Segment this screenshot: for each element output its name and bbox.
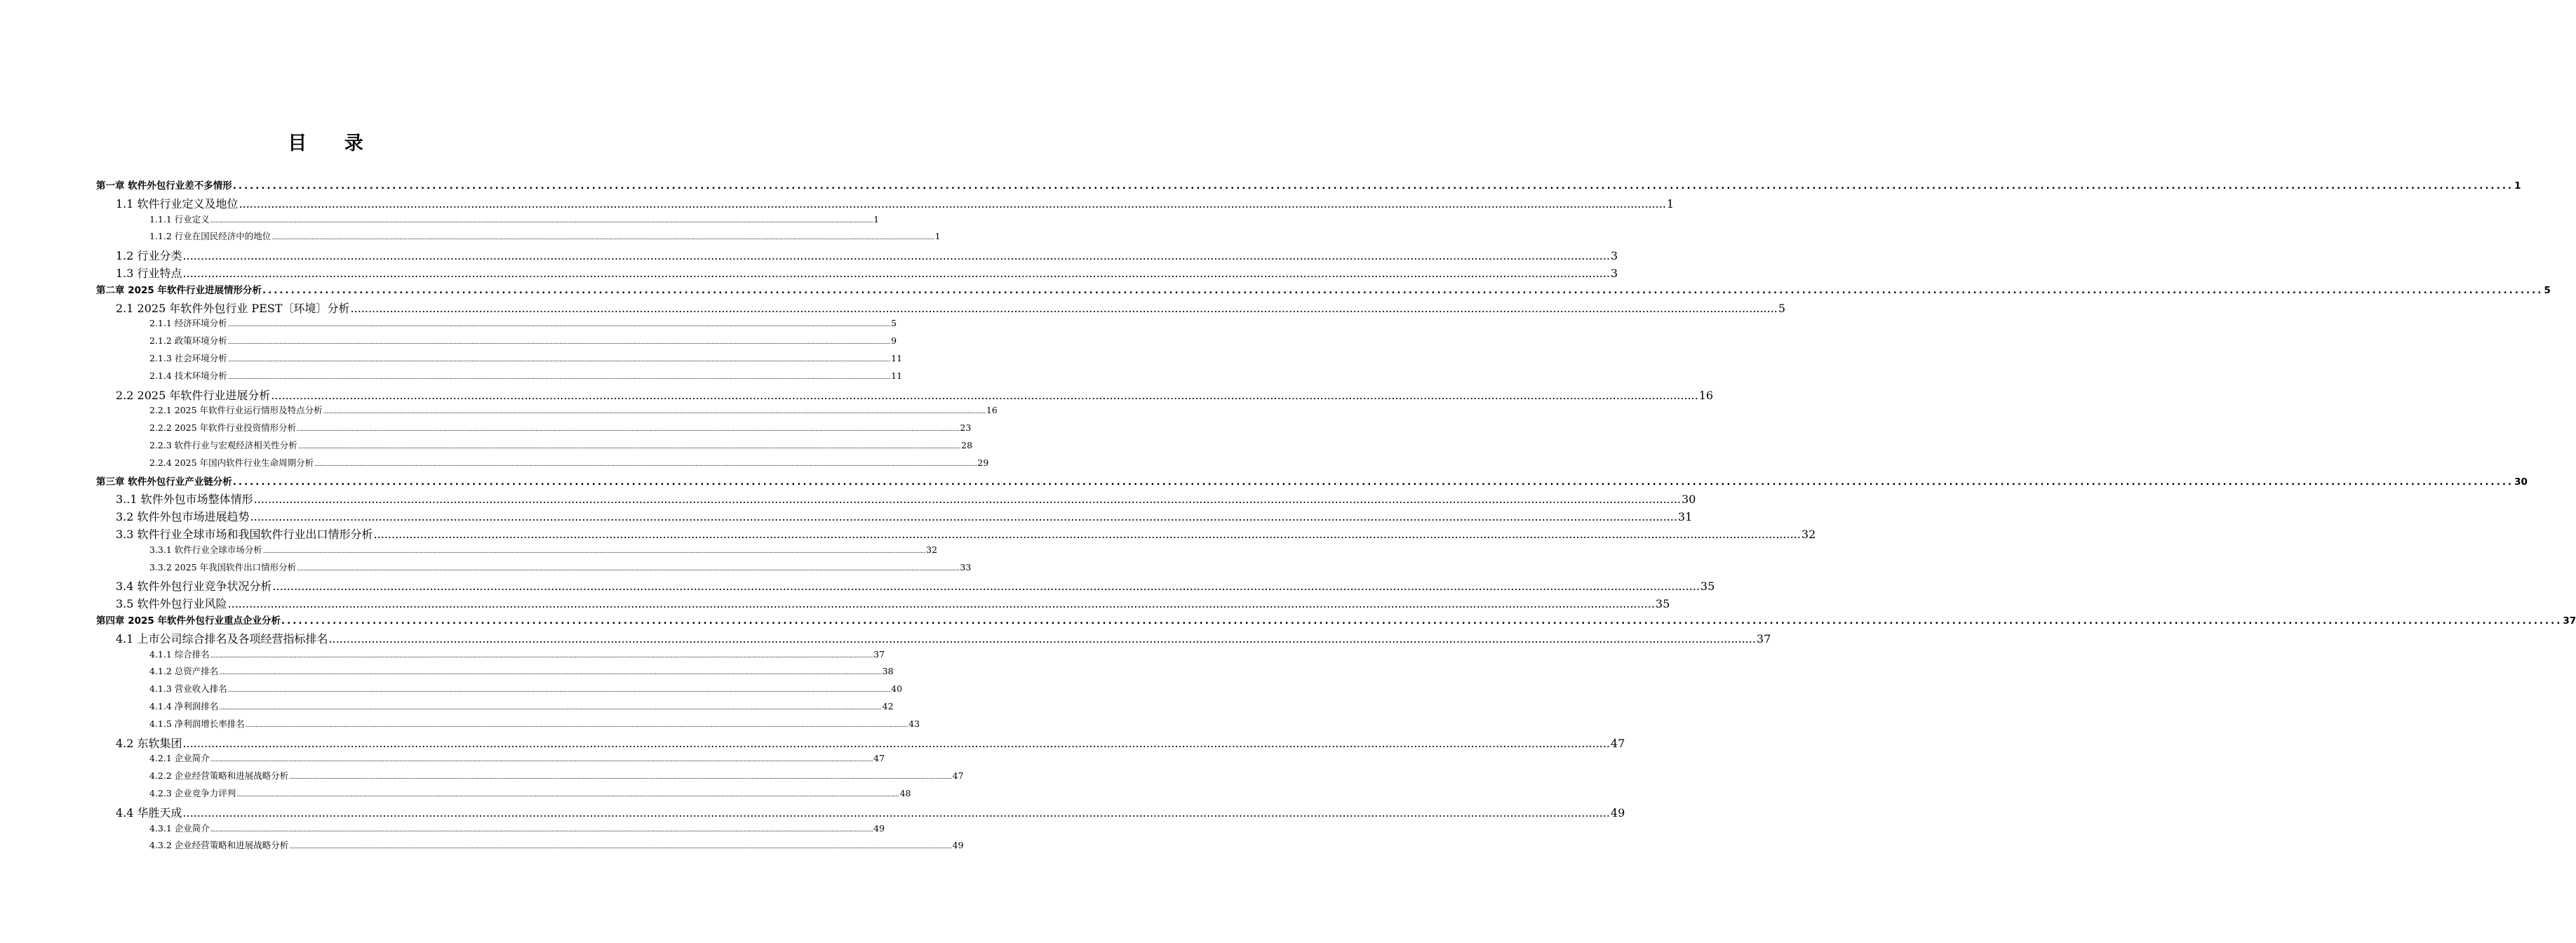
toc-leader-dots: ................................................................................................................................................................................................................................................................................................................................................................................................................ <box>210 652 873 660</box>
toc-leader-dots: ................................................................................................................................................................................................................................................................................................................................................................................................................ <box>232 476 2514 488</box>
toc-entry-page-number: 37 <box>1756 631 1771 646</box>
toc-entry-label: 1.1 软件行业定义及地位 <box>116 196 239 210</box>
toc-entry-label: 4.2.3 企业竞争力评判 <box>149 788 236 798</box>
toc-leader-dots: ................................................................................................................................................................................................................................................................................................................................................................................................................ <box>182 805 1610 820</box>
toc-leader-dots: ................................................................................................................................................................................................................................................................................................................................................................................................................ <box>227 373 891 381</box>
toc-leader-dots: ................................................................................................................................................................................................................................................................................................................................................................................................................ <box>373 528 1801 541</box>
toc-entry-label: 3.4 软件外包行业竞争状况分析 <box>116 580 272 594</box>
toc-entry-page-number: 42 <box>882 701 894 711</box>
toc-leader-dots: ................................................................................................................................................................................................................................................................................................................................................................................................................ <box>182 736 1610 750</box>
toc-entry-label: 第二章 2025 年软件行业进展情形分析 <box>96 284 262 296</box>
toc-entry-label: 3.3 软件行业全球市场和我国软件行业出口情形分析 <box>116 528 373 541</box>
toc-entry[interactable] <box>116 508 1693 524</box>
toc-entry-page-number: 16 <box>1698 388 1714 402</box>
toc-entry[interactable] <box>96 282 2551 296</box>
toc-entry-label: 3.5 软件外包行业风险 <box>116 597 227 611</box>
toc-leader-dots: ................................................................................................................................................................................................................................................................................................................................................................................................................ <box>227 339 891 347</box>
toc-entry-page-number: 1 <box>1666 196 1675 210</box>
toc-entry[interactable] <box>149 682 903 695</box>
toc-entry[interactable] <box>149 561 972 573</box>
toc-leader-dots: ................................................................................................................................................................................................................................................................................................................................................................................................................ <box>297 426 960 434</box>
toc-entry-label: 4.1.5 净利润增长率排名 <box>149 718 245 729</box>
toc-entry-page-number: 48 <box>899 788 911 798</box>
toc-leader-dots: ................................................................................................................................................................................................................................................................................................................................................................................................................ <box>182 249 1610 263</box>
toc-entry[interactable] <box>149 751 885 764</box>
toc-entry-label: 4.3.2 企业经营策略和进展战略分析 <box>149 840 289 851</box>
toc-entry-page-number: 47 <box>952 770 964 782</box>
toc-entry[interactable] <box>116 490 1696 507</box>
toc-entry-page-number: 37 <box>2563 615 2576 627</box>
toc-leader-dots: ................................................................................................................................................................................................................................................................................................................................................................................................................ <box>232 180 2514 192</box>
toc-entry-page-number: 11 <box>891 370 903 381</box>
toc-entry[interactable] <box>116 300 1786 316</box>
toc-entry[interactable] <box>149 822 885 834</box>
toc-leader-dots: ................................................................................................................................................................................................................................................................................................................................................................................................................ <box>297 443 961 450</box>
toc-leader-dots: ................................................................................................................................................................................................................................................................................................................................................................................................................ <box>253 493 1681 507</box>
toc-entry-page-number: 49 <box>873 822 885 834</box>
toc-entry[interactable] <box>149 838 964 851</box>
toc-leader-dots: ................................................................................................................................................................................................................................................................................................................................................................................................................ <box>210 217 873 225</box>
toc-entry-label: 4.1.4 净利润排名 <box>149 701 219 711</box>
toc-entry-page-number: 9 <box>891 335 897 347</box>
toc-entry-label: 4.1 上市公司综合排名及各项经营指标排名 <box>116 631 328 646</box>
toc-entry[interactable] <box>149 369 903 382</box>
toc-leader-dots: ................................................................................................................................................................................................................................................................................................................................................................................................................ <box>272 580 1700 594</box>
toc-leader-dots: ................................................................................................................................................................................................................................................................................................................................................................................................................ <box>245 721 908 729</box>
toc-entry-page-number: 32 <box>1801 528 1816 541</box>
toc-entry-page-number: 49 <box>952 840 964 851</box>
toc-entry-label: 2.1.3 社会环境分析 <box>149 353 227 363</box>
toc-entry[interactable] <box>149 421 972 434</box>
toc-leader-dots: ................................................................................................................................................................................................................................................................................................................................................................................................................ <box>289 843 952 851</box>
toc-entry-page-number: 3 <box>1610 267 1618 280</box>
toc-entry-label: 2.2.4 2025 年国内软件行业生命周期分析 <box>149 457 314 468</box>
toc-entry-page-number: 11 <box>891 353 903 363</box>
toc-entry[interactable] <box>149 439 973 451</box>
toc-entry-label: 3.3.2 2025 年我国软件出口情形分析 <box>149 561 297 573</box>
toc-entry-label: 4.1.1 综合排名 <box>149 648 210 660</box>
toc-leader-dots: ................................................................................................................................................................................................................................................................................................................................................................................................................ <box>227 321 891 329</box>
toc-entry[interactable] <box>116 630 1771 646</box>
toc-leader-dots: ................................................................................................................................................................................................................................................................................................................................................................................................................ <box>182 267 1610 280</box>
toc-entry-label: 4.3.1 企业简介 <box>149 822 210 834</box>
toc-leader-dots: ................................................................................................................................................................................................................................................................................................................................................................................................................ <box>262 547 926 555</box>
toc-entry-label: 1.3 行业特点 <box>116 267 182 280</box>
toc-entry[interactable] <box>149 352 903 364</box>
toc-entry-label: 第三章 软件外包行业产业链分析 <box>96 476 232 488</box>
toc-entry[interactable] <box>149 229 941 242</box>
toc-entry-label: 4.1.3 营业收入排名 <box>149 683 227 695</box>
toc-entry-label: 1.1.1 行业定义 <box>149 213 210 225</box>
toc-entry[interactable] <box>149 648 885 660</box>
toc-entry-page-number: 29 <box>977 457 989 468</box>
toc-entry-page-number: 47 <box>873 753 885 764</box>
toc-leader-dots: ................................................................................................................................................................................................................................................................................................................................................................................................................ <box>210 826 873 834</box>
toc-entry-page-number: 38 <box>882 666 894 677</box>
toc-entry[interactable] <box>149 403 998 416</box>
toc-entry[interactable] <box>149 334 897 347</box>
toc-entry-label: 4.2.2 企业经营策略和进展战略分析 <box>149 770 289 782</box>
toc-leader-dots: ................................................................................................................................................................................................................................................................................................................................................................................................................ <box>323 408 986 416</box>
toc-entry[interactable] <box>149 717 920 730</box>
toc-entry-label: 第四章 2025 年软件外包行业重点企业分析 <box>96 615 281 627</box>
toc-entry[interactable] <box>116 195 1675 211</box>
toc-leader-dots: ................................................................................................................................................................................................................................................................................................................................................................................................................ <box>239 196 1666 210</box>
toc-entry-page-number: 5 <box>1778 301 1786 315</box>
toc-leader-dots: ................................................................................................................................................................................................................................................................................................................................................................................................................ <box>262 284 2544 296</box>
toc-leader-dots: ................................................................................................................................................................................................................................................................................................................................................................................................................ <box>328 631 1756 646</box>
toc-entry[interactable] <box>116 247 1618 263</box>
toc-entry[interactable] <box>149 213 880 225</box>
toc-entry[interactable] <box>149 700 894 712</box>
toc-entry[interactable] <box>149 769 964 782</box>
toc-leader-dots: ................................................................................................................................................................................................................................................................................................................................................................................................................ <box>219 669 882 677</box>
toc-entry-page-number: 5 <box>2544 284 2551 296</box>
toc-entry[interactable] <box>116 265 1618 281</box>
toc-entry[interactable] <box>149 664 894 677</box>
toc-entry-page-number: 32 <box>926 544 938 555</box>
toc-entry-page-number: 1 <box>934 231 941 242</box>
toc-entry[interactable] <box>96 474 2528 488</box>
toc-entry-label: 4.1.2 总资产排名 <box>149 666 219 677</box>
toc-entry[interactable] <box>149 787 911 799</box>
toc-leader-dots: ................................................................................................................................................................................................................................................................................................................................................................................................................ <box>210 756 873 764</box>
toc-entry-page-number: 49 <box>1610 805 1625 820</box>
toc-leader-dots: ................................................................................................................................................................................................................................................................................................................................................................................................................ <box>219 704 882 711</box>
toc-entry-label: 2.1 2025 年软件外包行业 PEST〔环境〕分析 <box>116 301 350 315</box>
toc-entry[interactable] <box>116 804 1625 820</box>
toc-leader-dots: ................................................................................................................................................................................................................................................................................................................................................................................................................ <box>227 597 1655 611</box>
toc-leader-dots: ................................................................................................................................................................................................................................................................................................................................................................................................................ <box>271 234 934 242</box>
toc-entry-label: 第一章 软件外包行业差不多情形 <box>96 180 232 192</box>
toc-entry-page-number: 40 <box>891 683 903 695</box>
toc-entry[interactable] <box>116 526 1816 542</box>
toc-entry-page-number: 1 <box>2514 180 2521 192</box>
toc-entry-label: 3..1 软件外包市场整体情形 <box>116 493 253 507</box>
toc-entry-page-number: 43 <box>908 718 920 729</box>
toc-entry-page-number: 31 <box>1677 510 1693 524</box>
toc-entry-label: 2.1.2 政策环境分析 <box>149 335 227 347</box>
toc-entry[interactable] <box>116 595 1670 611</box>
toc-entry-label: 2.2.2 2025 年软件行业投资情形分析 <box>149 422 297 434</box>
toc-entry-page-number: 47 <box>1610 736 1625 750</box>
toc-leader-dots: ................................................................................................................................................................................................................................................................................................................................................................................................................ <box>227 687 891 695</box>
toc-entry-page-number: 5 <box>891 318 897 329</box>
toc-entry-page-number: 37 <box>873 648 885 660</box>
toc-entry-label: 4.2 东软集团 <box>116 736 182 750</box>
toc-leader-dots: ................................................................................................................................................................................................................................................................................................................................................................................................................ <box>227 356 891 363</box>
toc-entry-page-number: 16 <box>986 405 998 416</box>
toc-entry-page-number: 23 <box>960 422 972 434</box>
toc-leader-dots: ................................................................................................................................................................................................................................................................................................................................................................................................................ <box>236 791 899 798</box>
toc-entry-page-number: 1 <box>873 213 880 225</box>
toc-entry-label: 4.4 华胜天成 <box>116 805 182 820</box>
toc-entry-label: 3.3.1 软件行业全球市场分析 <box>149 544 262 555</box>
toc-entry[interactable] <box>149 456 989 469</box>
toc-entry-label: 1.2 行业分类 <box>116 249 182 263</box>
toc-entry-label: 1.1.2 行业在国民经济中的地位 <box>149 231 271 242</box>
toc-entry[interactable] <box>116 735 1625 751</box>
toc-entry-label: 4.2.1 企业简介 <box>149 753 210 764</box>
toc-leader-dots: ................................................................................................................................................................................................................................................................................................................................................................................................................ <box>271 388 1698 402</box>
toc-leader-dots: ................................................................................................................................................................................................................................................................................................................................................................................................................ <box>350 301 1778 315</box>
toc-entry[interactable] <box>149 316 897 329</box>
toc-entry-label: 2.1.4 技术环境分析 <box>149 370 227 381</box>
toc-entry-page-number: 3 <box>1610 249 1618 263</box>
toc-entry[interactable] <box>96 178 2521 192</box>
toc-entry-label: 2.2 2025 年软件行业进展分析 <box>116 388 271 402</box>
toc-entry[interactable] <box>149 543 938 556</box>
toc-entry-label: 2.1.1 经济环境分析 <box>149 318 227 329</box>
toc-entry-page-number: 33 <box>960 561 972 573</box>
toc-leader-dots: ................................................................................................................................................................................................................................................................................................................................................................................................................ <box>281 615 2563 627</box>
toc-entry-label: 3.2 软件外包市场进展趋势 <box>116 510 250 524</box>
toc-entry-label: 2.2.3 软件行业与宏观经济相关性分析 <box>149 440 297 450</box>
toc-leader-dots: ................................................................................................................................................................................................................................................................................................................................................................................................................ <box>297 565 960 573</box>
toc-leader-dots: ................................................................................................................................................................................................................................................................................................................................................................................................................ <box>250 510 1677 524</box>
toc-entry-page-number: 30 <box>1682 493 1696 507</box>
toc-entry[interactable] <box>116 577 1715 594</box>
toc-leader-dots: ................................................................................................................................................................................................................................................................................................................................................................................................................ <box>289 774 952 782</box>
toc-leader-dots: ................................................................................................................................................................................................................................................................................................................................................................................................................ <box>314 460 977 468</box>
page-title: 目 录 <box>288 133 379 154</box>
toc-entry-page-number: 28 <box>961 440 973 450</box>
toc-entry-page-number: 35 <box>1655 597 1670 611</box>
toc-entry-label: 2.2.1 2025 年软件行业运行情形及特点分析 <box>149 405 323 416</box>
toc-entry[interactable] <box>116 387 1714 403</box>
toc-entry-page-number: 30 <box>2514 476 2528 488</box>
toc-entry-page-number: 35 <box>1700 580 1715 594</box>
toc-entry[interactable] <box>96 613 2576 627</box>
